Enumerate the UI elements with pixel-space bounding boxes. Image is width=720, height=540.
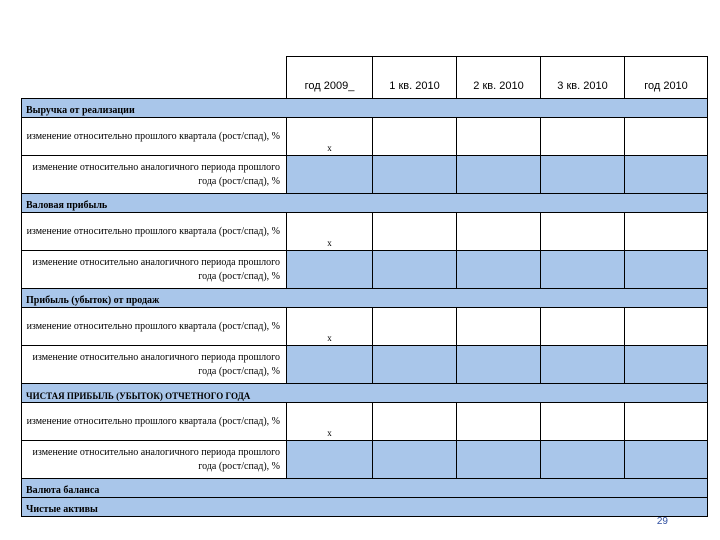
header-row: [22, 57, 708, 99]
value-cell[interactable]: [373, 441, 457, 479]
header-blank-cell: [22, 57, 287, 99]
value-cell[interactable]: [287, 156, 373, 194]
header-q1-2010: 1 кв. 2010: [373, 57, 457, 99]
header-q3-2010: 3 кв. 2010: [541, 57, 625, 99]
value-mark: x: [287, 118, 373, 156]
header-q2-2010: 2 кв. 2010: [457, 57, 541, 99]
value-cell[interactable]: [625, 213, 708, 251]
value-cell[interactable]: [625, 403, 708, 441]
header-year-2009: год 2009_: [287, 57, 373, 99]
value-cell[interactable]: [541, 346, 625, 384]
value-cell[interactable]: [541, 251, 625, 289]
section-sales-profit: [22, 289, 708, 308]
sales-change-prev-quarter: [22, 308, 708, 346]
section-revenue: [22, 99, 708, 118]
value-cell[interactable]: [541, 403, 625, 441]
row-label: изменение относительно прошлого квартала (рост/спад), %: [22, 403, 287, 441]
section-title: Валюта баланса: [22, 479, 708, 498]
row-label: изменение относительно прошлого квартала (рост/спад), %: [22, 213, 287, 251]
page-number: 29: [656, 516, 668, 527]
value-cell[interactable]: [625, 251, 708, 289]
row-label: изменение относительно аналогичного периода прошлого года (рост/спад), %: [22, 346, 287, 384]
section-balance-currency: [22, 479, 708, 498]
value-cell[interactable]: [625, 441, 708, 479]
value-cell[interactable]: [625, 156, 708, 194]
value-cell[interactable]: [541, 441, 625, 479]
header-year-2010: год 2010: [625, 57, 708, 99]
value-cell[interactable]: [373, 156, 457, 194]
sales-change-same-period: [22, 346, 708, 384]
value-cell[interactable]: [457, 118, 541, 156]
value-cell[interactable]: [457, 213, 541, 251]
value-cell[interactable]: [373, 403, 457, 441]
value-cell[interactable]: [457, 403, 541, 441]
value-cell[interactable]: [373, 251, 457, 289]
row-label: изменение относительно аналогичного периода прошлого года (рост/спад), %: [22, 441, 287, 479]
section-title: Прибыль (убыток) от продаж: [22, 289, 708, 308]
row-label: изменение относительно аналогичного периода прошлого года (рост/спад), %: [22, 156, 287, 194]
row-label: изменение относительно аналогичного периода прошлого года (рост/спад), %: [22, 251, 287, 289]
section-title: ЧИСТАЯ ПРИБЫЛЬ (УБЫТОК) ОТЧЕТНОГО ГОДА: [22, 384, 708, 403]
revenue-change-same-period: [22, 156, 708, 194]
section-net-profit: [22, 384, 708, 403]
value-mark: x: [287, 213, 373, 251]
value-cell[interactable]: [373, 308, 457, 346]
net-change-same-period: [22, 441, 708, 479]
value-cell[interactable]: [625, 308, 708, 346]
section-title: Выручка от реализации: [22, 99, 708, 118]
row-label: изменение относительно прошлого квартала (рост/спад), %: [22, 308, 287, 346]
value-cell[interactable]: [287, 441, 373, 479]
value-cell[interactable]: [457, 346, 541, 384]
value-cell[interactable]: [457, 308, 541, 346]
value-cell[interactable]: [287, 346, 373, 384]
value-cell[interactable]: [287, 251, 373, 289]
value-cell[interactable]: [373, 118, 457, 156]
value-cell[interactable]: [541, 156, 625, 194]
value-cell[interactable]: [541, 118, 625, 156]
section-title: Чистые активы: [22, 498, 708, 517]
section-gross-profit: [22, 194, 708, 213]
value-cell[interactable]: [457, 156, 541, 194]
value-cell[interactable]: [625, 346, 708, 384]
value-cell[interactable]: [373, 213, 457, 251]
value-cell[interactable]: [373, 346, 457, 384]
value-cell[interactable]: [457, 251, 541, 289]
value-mark: x: [287, 403, 373, 441]
value-cell[interactable]: [541, 213, 625, 251]
section-title: Валовая прибыль: [22, 194, 708, 213]
value-cell[interactable]: [541, 308, 625, 346]
value-cell[interactable]: [457, 441, 541, 479]
net-change-prev-quarter: [22, 403, 708, 441]
value-cell[interactable]: [625, 118, 708, 156]
row-label: изменение относительно прошлого квартала (рост/спад), %: [22, 118, 287, 156]
report-table: [21, 56, 708, 517]
section-net-assets: [22, 498, 708, 517]
gross-change-same-period: [22, 251, 708, 289]
revenue-change-prev-quarter: [22, 118, 708, 156]
gross-change-prev-quarter: [22, 213, 708, 251]
value-mark: x: [287, 308, 373, 346]
